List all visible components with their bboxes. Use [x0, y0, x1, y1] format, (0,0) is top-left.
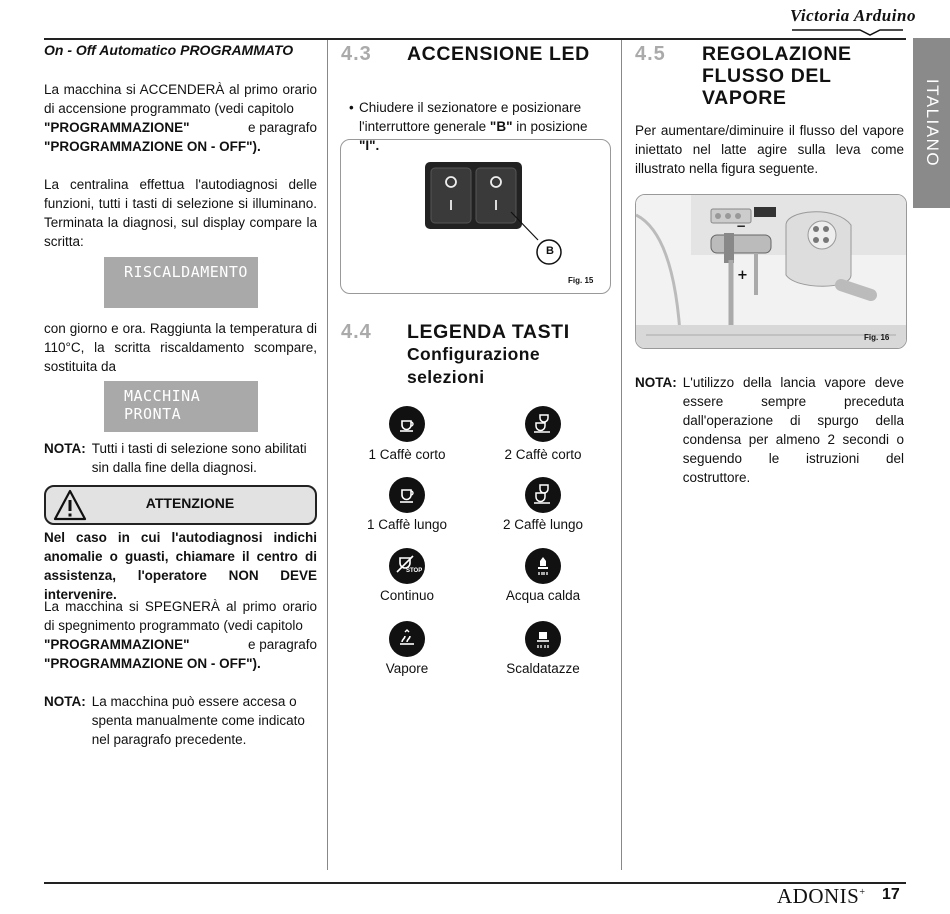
- section-4-5-title: REGOLAZIONE FLUSSO DEL VAPORE: [702, 43, 852, 109]
- col1-heading: On - Off Automatico PROGRAMMATO: [44, 42, 294, 58]
- fig15-label: Fig. 15: [568, 276, 594, 285]
- brand-logo: Victoria Arduino: [790, 6, 916, 25]
- warning-title: ATTENZIONE: [145, 495, 235, 511]
- cup-warmer-icon: [525, 621, 561, 657]
- section-4-5-number: 4.5: [635, 43, 666, 65]
- figure-15: [340, 139, 611, 294]
- brand-underline-mark: [790, 26, 905, 36]
- figure-16: [635, 194, 907, 349]
- key-label-5: Continuo: [379, 588, 435, 603]
- key-label-3: 1 Caffè lungo: [366, 517, 448, 532]
- one-cup-short-icon: [389, 406, 425, 442]
- page-number: 17: [882, 886, 900, 903]
- col1-para-power-on: La macchina si ACCENDERÀ al primo orario di accensione programmato (vedi capitolo "PROGRAMMAZIONE" e paragrafo "PROGRAMMAZIONE ON - OFF").: [44, 82, 317, 154]
- column-divider-1: [327, 40, 328, 870]
- warning-text: Nel caso in cui l'autodiagnosi indichi anomalie o guasti, chiamare il centro di assistenza, l'operatore NON DEVE intervenire.: [44, 530, 317, 602]
- hot-water-icon: [525, 548, 561, 584]
- footer-model: ADONIS+: [777, 884, 866, 908]
- continuous-stop-icon: [389, 548, 425, 584]
- two-cups-long-icon: [525, 477, 561, 513]
- section-4-3-title: ACCENSIONE LED: [407, 43, 590, 65]
- two-cups-short-icon: [525, 406, 561, 442]
- col1-nota-1: NOTA: Tutti i tasti di selezione sono abilitati sin dalla fine della diagnosi.: [44, 441, 307, 475]
- section-4-4-number: 4.4: [341, 321, 372, 343]
- key-label-2: 2 Caffè corto: [504, 447, 582, 462]
- section-4-4-subtitle: Configurazione selezioni: [407, 344, 540, 387]
- fig16-label: Fig. 16: [864, 333, 890, 342]
- section-4-5-text: Per aumentare/diminuire il flusso del vapore iniettato nel latte agire sulla leva come illustrato nella figura seguente.: [635, 123, 904, 176]
- key-label-4: 2 Caffè lungo: [502, 517, 584, 532]
- one-cup-long-icon: [389, 477, 425, 513]
- key-label-8: Scaldatazze: [506, 661, 580, 676]
- col1-para-power-off: La macchina si SPEGNERÀ al primo orario di spegnimento programmato (vedi capitolo "PROGRAMMAZIONE" e paragrafo "PROGRAMMAZIONE ON - OFF").: [44, 599, 317, 671]
- main-switch-illustration: [423, 160, 563, 270]
- key-label-7: Vapore: [385, 661, 429, 676]
- warning-box: [44, 485, 317, 525]
- section-4-4-title: LEGENDA TASTI: [407, 321, 570, 343]
- key-label-1: 1 Caffè corto: [368, 447, 446, 462]
- stop-text: STOP: [406, 568, 423, 574]
- steam-wand-illustration: [636, 195, 907, 349]
- svg-text:−: −: [736, 219, 747, 233]
- section-4-3-text: • Chiudere il sezionatore e posizionare l'interruttore generale "B" in posizione "I".: [349, 100, 588, 153]
- steam-icon: [389, 621, 425, 657]
- top-rule: [44, 38, 906, 40]
- col1-nota-2: NOTA: La macchina può essere accesa o spenta manualmente come indicato nel paragrafo precedente.: [44, 694, 305, 747]
- display-riscaldamento: RISCALDAMENTO: [104, 257, 258, 308]
- key-label-6: Acqua calda: [505, 588, 581, 603]
- col1-para-diagnosis: La centralina effettua l'autodiagnosi delle funzioni, tutti i tasti di selezione si illuminano. Terminata la diagnosi, sul display compare la scritta:: [44, 177, 317, 249]
- column-divider-2: [621, 40, 622, 870]
- col1-para-temperature: con giorno e ora. Raggiunta la temperatura di 110°C, la scritta riscaldamento scompare, sostituita da: [44, 321, 317, 374]
- language-tab: ITALIANO: [913, 38, 950, 208]
- svg-text:+: +: [737, 268, 748, 283]
- fig15-callout-b: B: [546, 245, 554, 257]
- display-macchina-pronta: MACCHINA PRONTA: [104, 381, 258, 432]
- col3-nota: NOTA: L'utilizzo della lancia vapore deve essere sempre preceduta dall'operazione di spurgo della condensa per almeno 2 secondi o seguendo le istruzioni del costruttore.: [635, 375, 904, 485]
- section-4-3-number: 4.3: [341, 43, 372, 65]
